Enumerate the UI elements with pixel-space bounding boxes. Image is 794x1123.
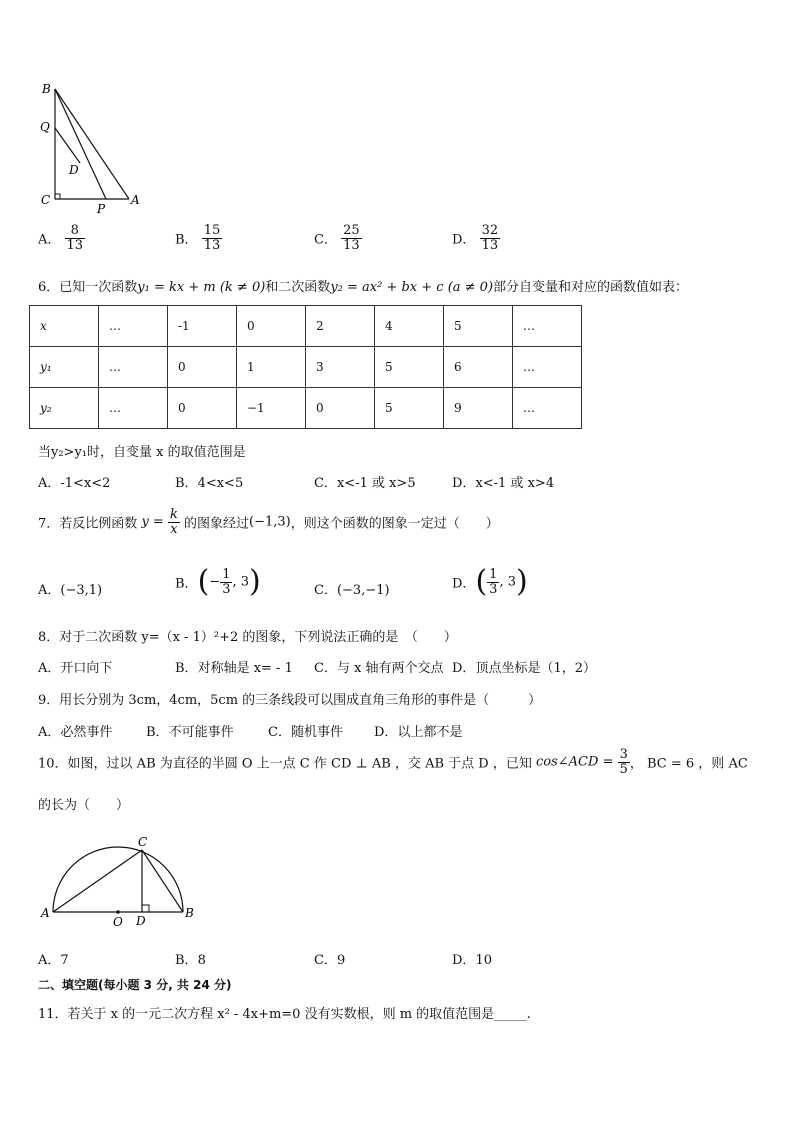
right-paren-icon: ) (249, 564, 261, 599)
option-text: 开口向下 (60, 661, 113, 676)
q8-option-a[interactable] (38, 657, 112, 676)
option-letter: C． (314, 661, 337, 676)
table-cell: 0 (306, 388, 375, 429)
right-angle-mark (142, 905, 149, 912)
section-heading: 二、填空题(每小题 3 分, 共 24 分) (38, 978, 232, 992)
numerator: 1 (222, 566, 231, 582)
fraction (618, 748, 630, 776)
option-letter: A． (38, 661, 61, 676)
numerator: 32 (481, 223, 499, 238)
q6-option-b[interactable] (175, 472, 243, 491)
stem-text-1: 已知一次函数 (59, 280, 138, 295)
option-text: 随机事件 (290, 725, 343, 740)
q10-option-a[interactable] (38, 949, 69, 968)
label-c: C (41, 193, 51, 207)
option-text: x<-1 或 x>4 (475, 476, 555, 491)
q5-option-d[interactable] (452, 224, 500, 252)
q7-option-d[interactable] (452, 564, 528, 599)
q10-option-b[interactable] (175, 949, 206, 968)
q5-option-c[interactable] (314, 224, 362, 252)
q10-stem-line1 (38, 748, 748, 776)
numerator: 8 (70, 223, 79, 238)
table-cell: 3 (306, 347, 375, 388)
option-letter: C． (314, 583, 337, 598)
option-letter: D． (452, 576, 476, 592)
label-o: O (113, 915, 123, 929)
numerator: 1 (489, 566, 498, 582)
label-b: B (42, 82, 51, 96)
option-letter: A． (38, 232, 61, 248)
question-number: 7． (38, 516, 60, 532)
option-letter: B． (175, 476, 198, 491)
table-cell: y₁ (30, 347, 99, 388)
option-letter: B． (175, 953, 198, 968)
segment-ac (53, 850, 142, 912)
table-cell: … (513, 347, 582, 388)
option-tail: , 3 (499, 574, 516, 590)
option-text: (−3,1) (60, 583, 103, 598)
stem-text-2: ， BC = 6 ，则 AC (629, 756, 748, 772)
q11-stem: 11．若关于 x 的一元二次方程 x² - 4x+m=0 没有实数根，则 m 的取值范围是_____. (38, 1007, 531, 1022)
table-cell: 5 (375, 347, 444, 388)
fraction (65, 224, 86, 252)
option-text: 对称轴是 x= - 1 (197, 661, 293, 676)
q7-stem (38, 508, 499, 536)
option-letter: A． (38, 476, 61, 491)
numerator: 3 (619, 747, 628, 762)
table-cell: 0 (168, 388, 237, 429)
numerator: 15 (203, 223, 221, 238)
label-c: C (138, 835, 148, 849)
table-cell: … (99, 388, 168, 429)
denominator: 13 (203, 237, 221, 253)
q6-stem (38, 276, 688, 295)
option-letter: B． (175, 232, 198, 248)
denominator: 5 (619, 761, 628, 777)
right-angle-mark (55, 194, 60, 199)
q7-option-b[interactable] (175, 564, 261, 599)
option-letter: D． (452, 661, 476, 676)
formula-prefix: y = (141, 514, 164, 530)
denominator: 3 (489, 581, 498, 597)
option-sign: − (209, 574, 221, 590)
numerator: k (169, 507, 178, 522)
option-letter: B． (175, 576, 198, 592)
question-number: 6． (38, 280, 60, 295)
segment-qd (55, 128, 80, 163)
label-q: Q (40, 120, 50, 134)
option-text: x<-1 或 x>5 (336, 476, 416, 491)
left-paren-icon: ( (197, 564, 210, 599)
q6-condition: 当y₂>y₁时，自变量 x 的取值范围是 (38, 445, 246, 460)
denominator: x (168, 522, 180, 537)
q8-option-c[interactable] (314, 657, 444, 676)
label-d: D (69, 163, 79, 177)
denominator: 13 (66, 237, 84, 253)
semicircle-figure (36, 832, 201, 932)
table-row (30, 306, 582, 347)
fraction (168, 508, 180, 536)
q10-option-d[interactable] (452, 949, 492, 968)
option-letter: D． (452, 953, 476, 968)
semicircle-arc (53, 847, 183, 912)
table-cell: 1 (237, 347, 306, 388)
table-cell: 4 (375, 306, 444, 347)
stem-text-1: 若反比例函数 (59, 516, 138, 532)
q9-option-c[interactable] (268, 721, 343, 740)
q8-option-d[interactable] (452, 657, 596, 676)
option-letter: A． (38, 953, 61, 968)
table-row (30, 347, 582, 388)
denominator: 3 (222, 581, 231, 597)
label-d: D (136, 914, 146, 928)
denominator: 13 (343, 237, 360, 253)
option-letter: C． (314, 476, 337, 491)
option-letter: D． (452, 476, 476, 491)
table-cell: y₂ (30, 388, 99, 429)
option-letter: A． (38, 583, 61, 598)
table-cell: x (30, 306, 99, 347)
option-letter: C． (268, 725, 291, 740)
q6-option-a[interactable] (38, 472, 110, 491)
label-a: A (41, 906, 50, 920)
stem-text-3: 部分自变量和对应的函数值如表： (493, 280, 689, 295)
table-cell: 5 (375, 388, 444, 429)
table-cell: … (99, 347, 168, 388)
table-cell: -1 (168, 306, 237, 347)
denominator: 13 (481, 237, 499, 253)
option-letter: B． (175, 661, 198, 676)
stem-text-2: 和二次函数 (265, 280, 331, 295)
q9-option-b[interactable] (146, 721, 234, 740)
label-p: P (97, 202, 106, 215)
fraction (202, 224, 223, 252)
table-cell: 5 (444, 306, 513, 347)
table-cell: … (99, 306, 168, 347)
stem-text-3: ，则这个函数的图象一定过（ ） (290, 516, 499, 532)
right-paren-icon: ) (515, 564, 528, 599)
fraction (480, 224, 501, 252)
option-text: 与 x 轴有两个交点 (336, 661, 444, 676)
table-cell: −1 (237, 388, 306, 429)
values-table (29, 305, 582, 429)
option-text: 7 (60, 953, 69, 968)
left-paren-icon: ( (475, 564, 488, 599)
option-tail: , 3 (232, 574, 250, 590)
stem-text-1: 10．如图，过以 AB 为直径的半圆 O 上一点 C 作 CD ⊥ AB ，交 AB 于点 D ，已知 (38, 756, 532, 772)
q5-option-a[interactable] (38, 224, 85, 252)
option-letter: B． (146, 725, 169, 740)
center-point (116, 910, 120, 914)
option-text: 10 (475, 953, 492, 968)
label-a: A (131, 193, 140, 207)
option-text: 必然事件 (60, 725, 113, 740)
point-coordinates: (−1,3) (249, 514, 291, 530)
triangle-figure (36, 80, 146, 215)
option-text: 9 (336, 953, 346, 968)
option-letter: D． (452, 232, 476, 248)
numerator: 25 (343, 223, 360, 238)
option-letter: A． (38, 725, 61, 740)
q6-option-d[interactable] (452, 472, 554, 491)
option-text: 不可能事件 (168, 725, 234, 740)
q6-option-c[interactable] (314, 472, 416, 491)
option-text: 顶点坐标是（1，2） (475, 661, 596, 676)
table-cell: 0 (168, 347, 237, 388)
fraction (487, 568, 499, 596)
table-cell: 9 (444, 388, 513, 429)
formula-quadratic: y₂ = ax² + bx + c (a ≠ 0) (330, 280, 494, 295)
q9-option-a[interactable] (38, 721, 112, 740)
option-letter: D． (374, 725, 398, 740)
table-cell: … (513, 306, 582, 347)
option-text: 4<x<5 (197, 476, 244, 491)
q7-option-a[interactable] (38, 579, 102, 598)
fraction (341, 224, 362, 252)
q9-option-d[interactable] (374, 721, 462, 740)
option-text: (−3,−1) (336, 583, 390, 598)
option-text: 以上都不是 (397, 725, 463, 740)
formula-linear: y₁ = kx + m (k ≠ 0) (137, 280, 266, 295)
q5-option-b[interactable] (175, 224, 222, 252)
q9-stem: 9．用长分别为 3cm，4cm，5cm 的三条线段可以围成直角三角形的事件是（ ） (38, 693, 542, 708)
q8-option-b[interactable] (175, 657, 293, 676)
q7-option-c[interactable] (314, 579, 390, 598)
table-cell: 0 (237, 306, 306, 347)
cos-expression: cos∠ACD = (535, 754, 614, 770)
table-row (30, 388, 582, 429)
label-b: B (185, 906, 194, 920)
stem-text-2: 的图象经过 (183, 516, 249, 532)
option-letter: C． (314, 953, 337, 968)
option-text: -1<x<2 (60, 476, 111, 491)
option-letter: C． (314, 232, 337, 248)
option-text: 8 (197, 953, 206, 968)
segment-cb (142, 850, 183, 912)
segment-bp (55, 89, 106, 199)
fraction (220, 568, 232, 596)
q10-stem-line2: 的长为（ ） (38, 798, 130, 813)
q10-option-c[interactable] (314, 949, 345, 968)
q8-stem: 8．对于二次函数 y=（x - 1）²+2 的图象，下列说法正确的是 （ ） (38, 630, 457, 645)
table-cell: … (513, 388, 582, 429)
table-cell: 6 (444, 347, 513, 388)
table-cell: 2 (306, 306, 375, 347)
